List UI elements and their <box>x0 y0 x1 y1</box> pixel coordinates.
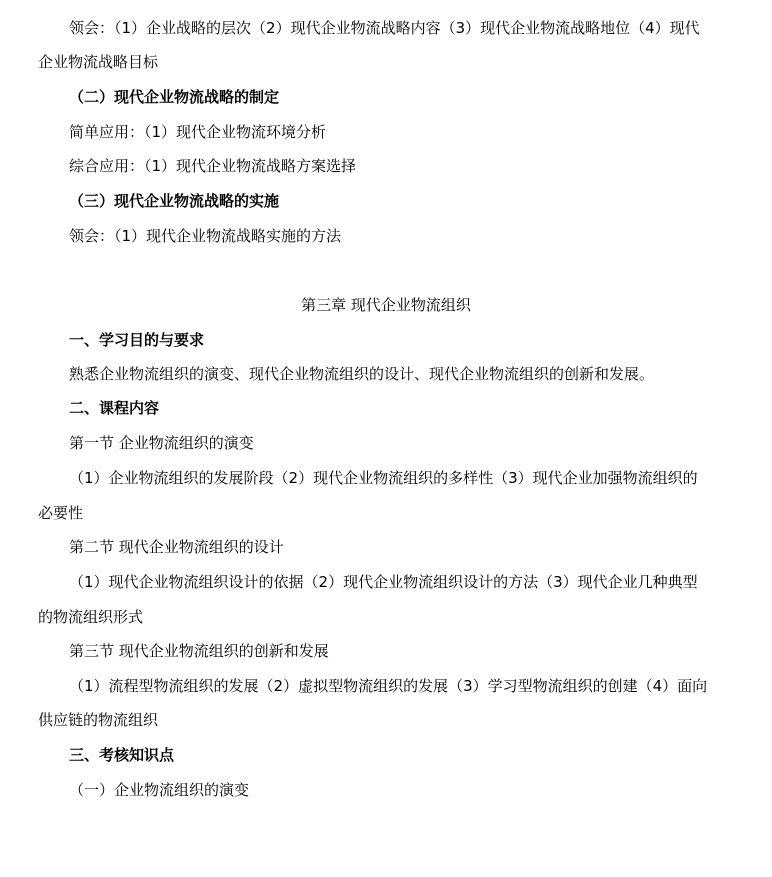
simple-application-line: 简单应用：（1）现代企业物流环境分析 <box>69 123 327 141</box>
chapter-title: 第三章 现代企业物流组织 <box>301 296 471 314</box>
content-heading: 二、课程内容 <box>69 399 160 417</box>
understand-line-1-cont: 企业物流战略目标 <box>38 53 159 71</box>
section-1-text-cont: 必要性 <box>38 504 84 522</box>
heading-strategy-implementation: （三）现代企业物流战略的实施 <box>69 192 280 210</box>
section-1-title: 第一节 企业物流组织的演变 <box>69 434 254 452</box>
goal-text: 熟悉企业物流组织的演变、现代企业物流组织的设计、现代企业物流组织的创新和发展。 <box>69 365 655 383</box>
exam-item-1: （一）企业物流组织的演变 <box>69 781 250 799</box>
section-3-title: 第三节 现代企业物流组织的创新和发展 <box>69 642 329 660</box>
exam-heading: 三、考核知识点 <box>69 746 175 764</box>
heading-strategy-formulation: （二）现代企业物流战略的制定 <box>69 88 280 106</box>
section-2-title: 第二节 现代企业物流组织的设计 <box>69 538 284 556</box>
section-2-text-cont: 的物流组织形式 <box>38 608 144 626</box>
section-3-text-cont: 供应链的物流组织 <box>38 711 159 729</box>
comprehensive-application-line: 综合应用：（1）现代企业物流战略方案选择 <box>69 157 357 175</box>
section-3-text: （1）流程型物流组织的发展（2）虚拟型物流组织的发展（3）学习型物流组织的创建（4）面向 <box>69 677 708 695</box>
section-1-text: （1）企业物流组织的发展阶段（2）现代企业物流组织的多样性（3）现代企业加强物流组织的 <box>69 469 698 487</box>
understand-line-1: 领会：（1）企业战略的层次（2）现代企业物流战略内容（3）现代企业物流战略地位（4）现代 <box>69 19 700 37</box>
understand-line-2: 领会：（1）现代企业物流战略实施的方法 <box>69 227 342 245</box>
goal-heading: 一、学习目的与要求 <box>69 331 205 349</box>
section-2-text: （1）现代企业物流组织设计的依据（2）现代企业物流组织设计的方法（3）现代企业几种典型 <box>69 573 698 591</box>
